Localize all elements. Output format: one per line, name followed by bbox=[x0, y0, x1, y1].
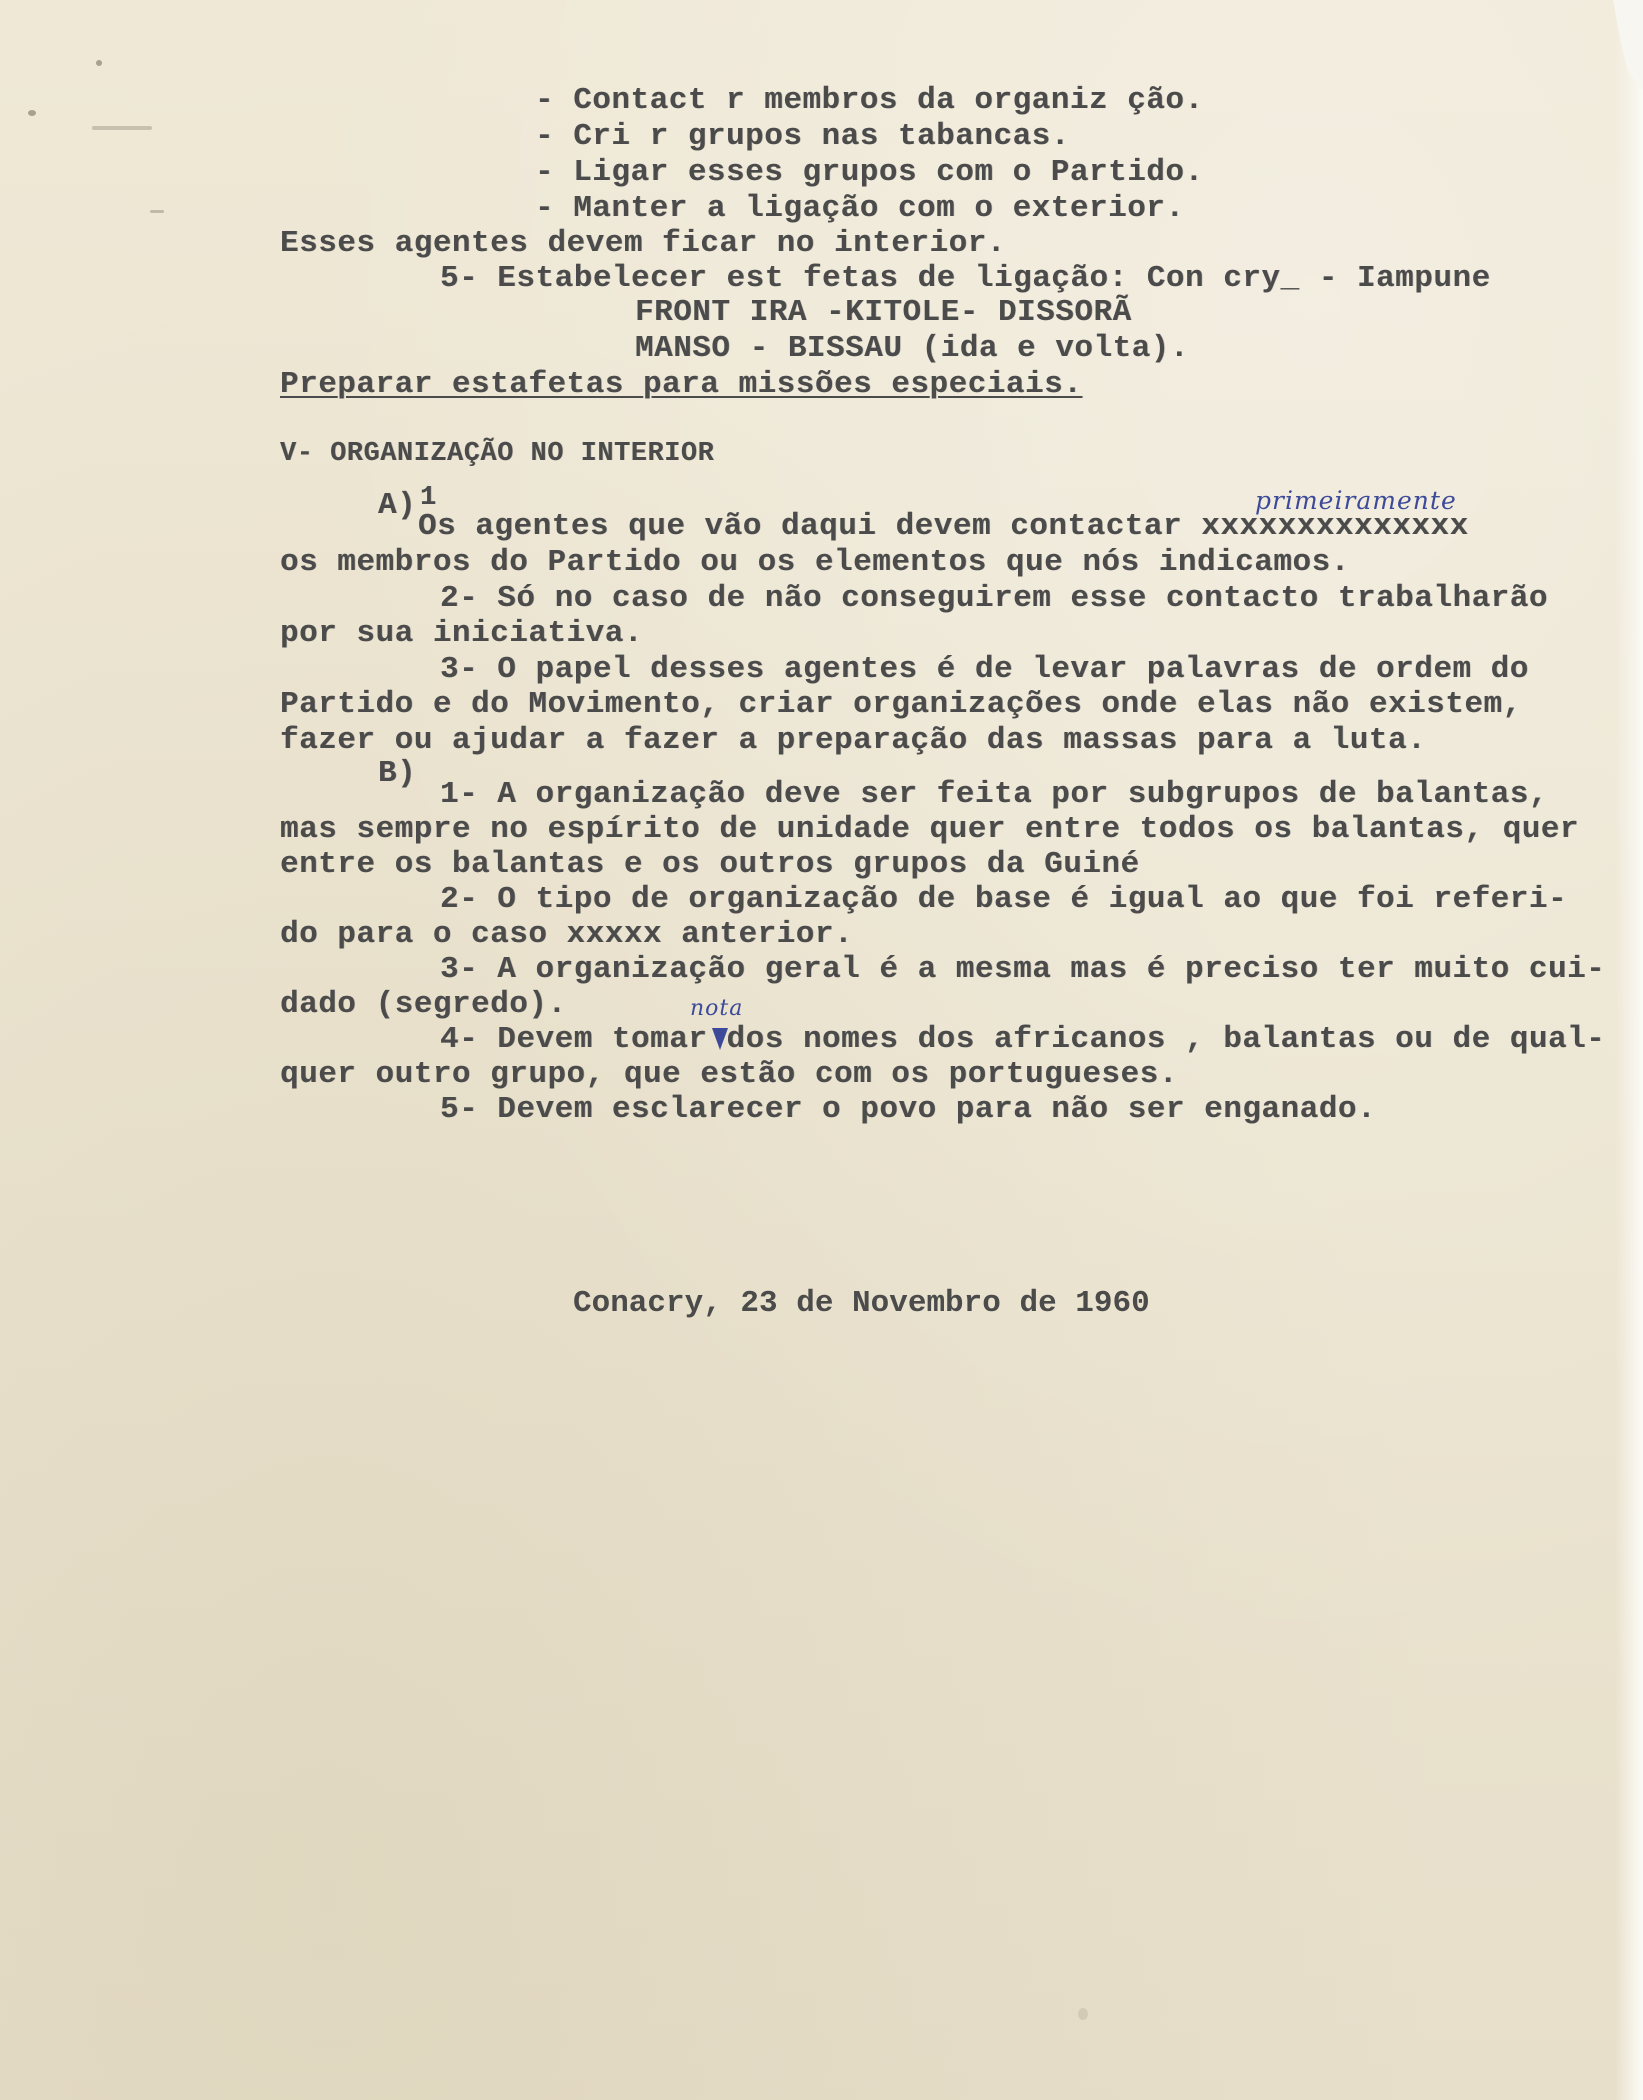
handwritten-insertion: nota bbox=[690, 996, 744, 1021]
text-line: 4- Devem tomar dos nomes dos africanos , balantas ou de qual- bbox=[440, 1022, 1606, 1057]
list-item: - Manter a ligação com o exterior. bbox=[535, 191, 1185, 226]
list-item: - Ligar esses grupos com o Partido. bbox=[535, 155, 1204, 190]
section-a-number: 1 bbox=[420, 483, 437, 513]
text-line: Partido e do Movimento, criar organizações onde elas não existem, bbox=[280, 687, 1522, 722]
paper-spot bbox=[1078, 2008, 1088, 2020]
handwritten-insertion: primeiramente bbox=[1255, 486, 1457, 515]
list-item: - Cri r grupos nas tabancas. bbox=[535, 119, 1070, 154]
ink-smudge bbox=[150, 210, 164, 213]
text-line: Os agentes que vão daqui devem contactar xxxxxxxxxxxxxx bbox=[418, 509, 1469, 544]
text-line: mas sempre no espírito de unidade quer entre todos os balantas, quer bbox=[280, 812, 1580, 847]
text-line: por sua iniciativa. bbox=[280, 616, 643, 651]
ink-smudge bbox=[96, 60, 102, 66]
text-line: dado (segredo). bbox=[280, 987, 567, 1022]
text-line: 1- A organização deve ser feita por subgrupos de balantas, bbox=[440, 777, 1548, 812]
item5-line: MANSO - BISSAU (ida e volta). bbox=[635, 331, 1189, 366]
date-line: Conacry, 23 de Novembro de 1960 bbox=[573, 1286, 1150, 1321]
text-line: entre os balantas e os outros grupos da Guiné bbox=[280, 847, 1140, 882]
text-line: do para o caso xxxxx anterior. bbox=[280, 917, 854, 952]
ink-smudge bbox=[28, 110, 36, 116]
text-line: 2- O tipo de organização de base é igual ao que foi referi- bbox=[440, 882, 1568, 917]
ink-smudge bbox=[92, 126, 152, 130]
agents-line: Esses agentes devem ficar no interior. bbox=[280, 226, 1006, 261]
section-a-label: A) bbox=[378, 488, 417, 523]
text-line: os membros do Partido ou os elementos que nós indicamos. bbox=[280, 545, 1350, 580]
section-heading: V- ORGANIZAÇÃO NO INTERIOR bbox=[280, 439, 715, 469]
item5-line: FRONT IRA -KITOLE- DISSORÃ bbox=[635, 295, 1132, 330]
paper-edge bbox=[1615, 0, 1643, 2100]
text-line: 3- O papel desses agentes é de levar palavras de ordem do bbox=[440, 652, 1529, 687]
text-line: quer outro grupo, que estão com os portugueses. bbox=[280, 1057, 1178, 1092]
text-line: 2- Só no caso de não conseguirem esse contacto trabalharão bbox=[440, 581, 1548, 616]
text-line: 5- Devem esclarecer o povo para não ser enganado. bbox=[440, 1092, 1377, 1127]
item5-line: 5- Estabelecer est fetas de ligação: Con cry_ - Iampune bbox=[440, 261, 1491, 296]
prepare-line: Preparar estafetas para missões especiais. bbox=[280, 367, 1083, 402]
section-b-label: B) bbox=[378, 756, 417, 791]
text-line: fazer ou ajudar a fazer a preparação das massas para a luta. bbox=[280, 723, 1427, 758]
text-line: 3- A organização geral é a mesma mas é preciso ter muito cui- bbox=[440, 952, 1606, 987]
list-item: - Contact r membros da organiz ção. bbox=[535, 83, 1204, 118]
